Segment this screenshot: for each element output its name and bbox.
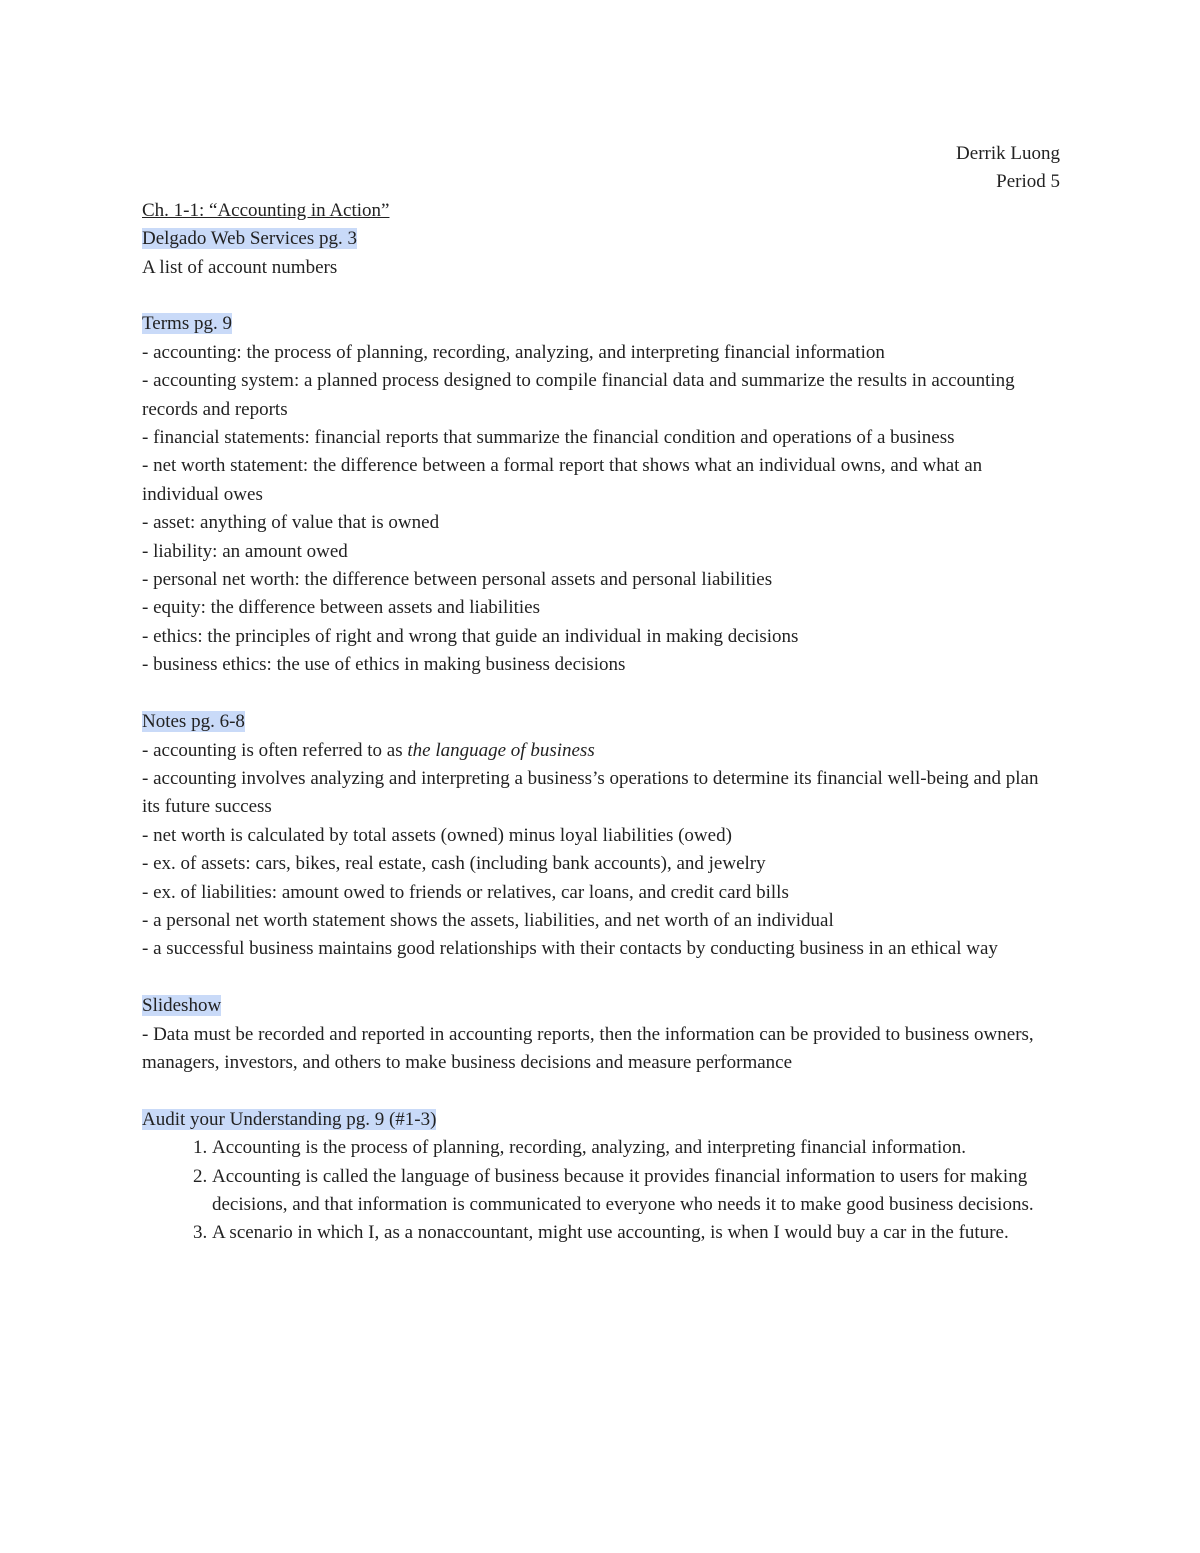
- document-page: [142, 140, 1060, 1248]
- term-item: - accounting: the process of planning, recording, analyzing, and interpreting financial information: [142, 341, 885, 363]
- term-item: - personal net worth: the difference between personal assets and personal liabilities: [142, 569, 773, 591]
- slideshow-heading: Slideshow: [142, 995, 222, 1017]
- terms-heading: Terms pg. 9: [142, 313, 232, 335]
- spacer: [142, 680, 1060, 708]
- term-item: - liability: an amount owed: [142, 540, 348, 562]
- terms-list: [142, 339, 1060, 680]
- term-item: - business ethics: the use of ethics in making business decisions: [142, 654, 626, 676]
- note-text: - accounting is often referred to as: [142, 739, 408, 761]
- delgado-heading: Delgado Web Services pg. 3: [142, 228, 357, 250]
- note-emphasis: the language of business: [407, 739, 595, 761]
- chapter-title: Ch. 1-1: “Accounting in Action”: [142, 199, 390, 221]
- delgado-text: A list of account numbers: [142, 256, 338, 278]
- spacer: [142, 1077, 1060, 1105]
- note-item: - net worth is calculated by total assets (owned) minus loyal liabilities (owed): [142, 824, 732, 846]
- term-item: - equity: the difference between assets and liabilities: [142, 597, 540, 619]
- note-item: - accounting involves analyzing and interpreting a business’s operations to determine its financial well-being and plan its future success: [142, 767, 1039, 818]
- audit-heading: Audit your Understanding pg. 9 (#1-3): [142, 1108, 437, 1130]
- term-item: - financial statements: financial reports that summarize the financial condition and operations of a business: [142, 427, 955, 449]
- spacer: [142, 964, 1060, 992]
- notes-heading: Notes pg. 6-8: [142, 711, 245, 733]
- note-item: [142, 737, 1060, 765]
- term-item: - asset: anything of value that is owned: [142, 512, 440, 534]
- note-item: - a personal net worth statement shows the assets, liabilities, and net worth of an individual: [142, 909, 834, 931]
- notes-list: [142, 737, 1060, 964]
- note-item: - a successful business maintains good relationships with their contacts by conducting business in an ethical way: [142, 938, 998, 960]
- audit-answer: 1. Accounting is the process of planning, recording, analyzing, and interpreting financial information.: [212, 1134, 1060, 1162]
- audit-answer: 3. A scenario in which I, as a nonaccountant, might use accounting, is when I would buy a car in the future.: [212, 1219, 1060, 1247]
- note-item: - ex. of liabilities: amount owed to friends or relatives, car loans, and credit card bills: [142, 881, 789, 903]
- class-period: Period 5: [996, 171, 1060, 193]
- slideshow-item: - Data must be recorded and reported in accounting reports, then the information can be provided to business owners, managers, investors, and others to make business decisions and measure performance: [142, 1023, 1034, 1073]
- audit-answer: 2. Accounting is called the language of business because it provides financial information to users for making decisions, and that information is communicated to everyone who needs it to make good business decisions.: [212, 1163, 1060, 1220]
- spacer: [142, 282, 1060, 310]
- note-item: - ex. of assets: cars, bikes, real estate, cash (including bank accounts), and jewelry: [142, 853, 766, 875]
- audit-answers-list: [142, 1134, 1060, 1248]
- term-item: - net worth statement: the difference between a formal report that shows what an individual owns, and what an individual owes: [142, 455, 983, 505]
- author-name: Derrik Luong: [956, 143, 1060, 164]
- term-item: - accounting system: a planned process designed to compile financial data and summarize the results in accounting records and reports: [142, 370, 1015, 420]
- term-item: - ethics: the principles of right and wrong that guide an individual in making decisions: [142, 625, 799, 647]
